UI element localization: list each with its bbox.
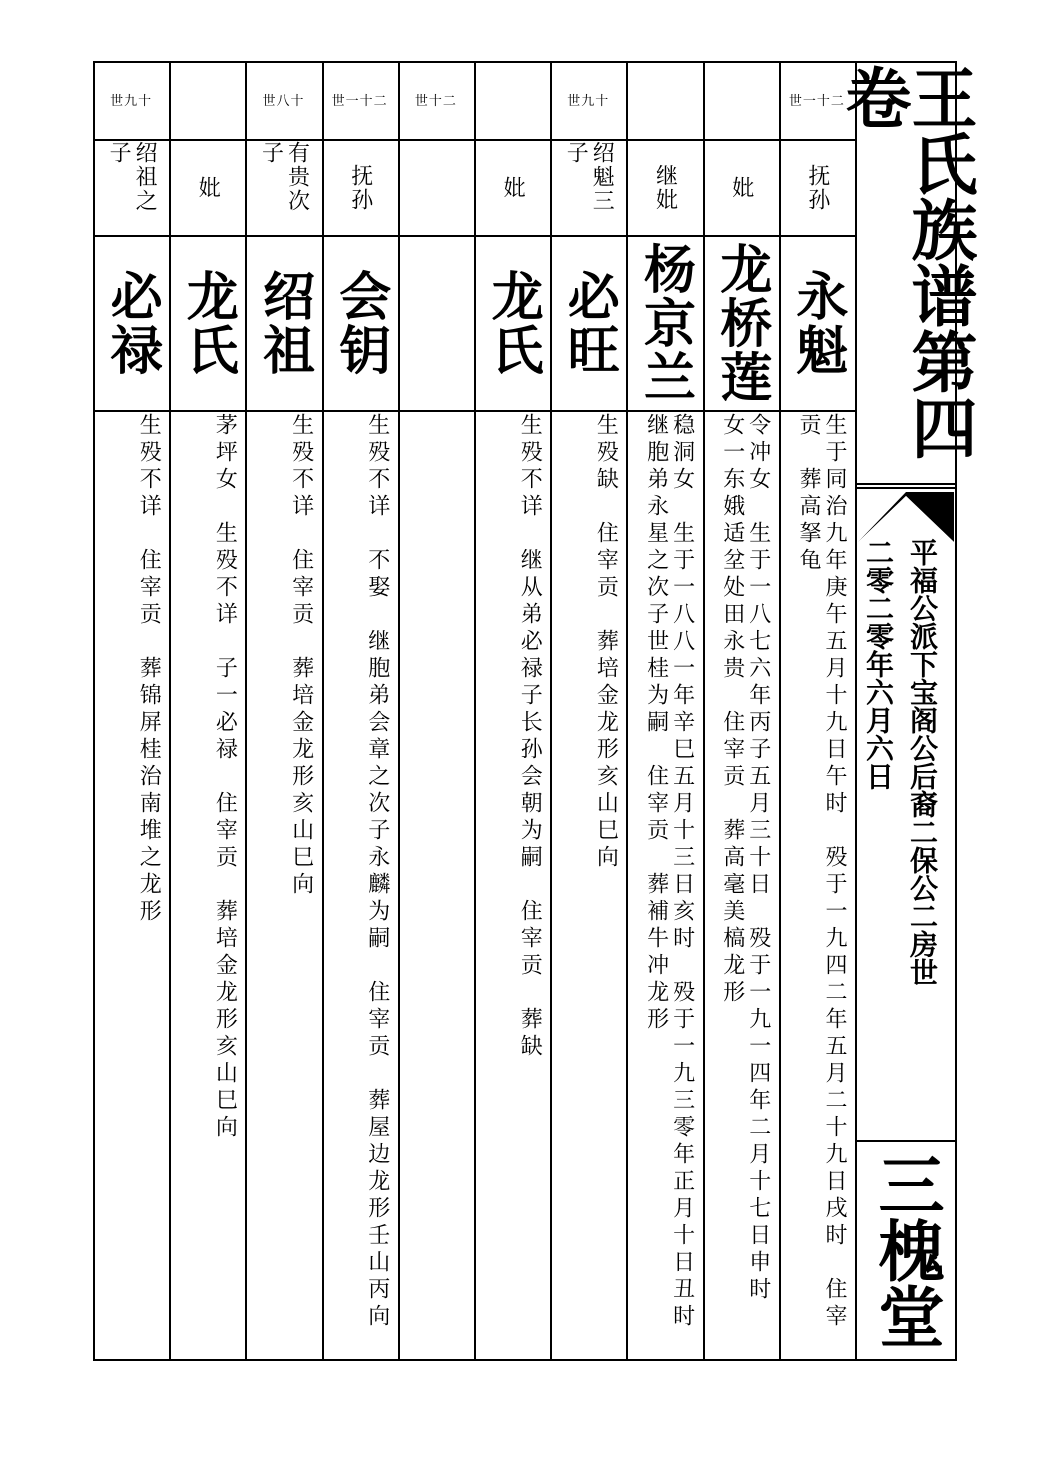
generation-label xyxy=(476,63,548,139)
book-title: 王氏族谱第四卷 xyxy=(834,64,978,460)
relation-label xyxy=(400,141,472,235)
person-name: 龙桥莲 xyxy=(710,242,772,404)
relation-label: 绍魁三子 xyxy=(563,141,615,213)
biography-text: 茅坪女 生殁不详 子一必禄 住宰贡 葬培金龙形亥山巳向 xyxy=(212,413,238,1142)
person-name: 必旺 xyxy=(558,269,620,377)
relation-label: 抚孙 xyxy=(804,164,830,212)
generation-label: 世十二 xyxy=(414,93,457,109)
relation-label: 有贵次子 xyxy=(258,141,310,213)
generation-label xyxy=(171,63,243,139)
relation-label: 继妣 xyxy=(652,164,678,212)
generation-label: 世九十 xyxy=(567,93,610,109)
relation-label: 妣 xyxy=(728,176,754,200)
biography-text: 生殁不详 住宰贡 葬锦屏桂治南堆之龙形 xyxy=(136,413,162,926)
biography-text: 生殁不详 住宰贡 葬培金龙形亥山巳向 xyxy=(288,413,314,899)
biography-text xyxy=(400,413,472,1353)
relation-label: 抚孙 xyxy=(347,164,373,212)
person-name: 杨京兰 xyxy=(634,242,696,404)
relation-label: 绍祖之子 xyxy=(106,141,158,213)
person-name: 必禄 xyxy=(101,269,163,377)
person-name: 永魁 xyxy=(786,269,848,377)
biography-text: 生殁不详 不娶 继胞弟会章之次子永麟为嗣 住宰贡 葬屋边龙形壬山丙向 xyxy=(364,413,390,1331)
generation-label: 世九十 xyxy=(110,93,153,109)
generation-label: 世一十二 xyxy=(331,93,388,109)
generation-label xyxy=(705,63,777,139)
row-divider xyxy=(93,139,855,141)
title-chevron xyxy=(856,482,956,544)
generation-label xyxy=(628,63,700,139)
person-name: 龙氏 xyxy=(177,269,239,377)
biography-text: 生殁缺 住宰贡 葬培金龙形亥山巳向 xyxy=(593,413,619,872)
biography-text: 生殁不详 继从弟必禄子长孙会朝为嗣 住宰贡 葬缺 xyxy=(517,413,543,1061)
generation-label: 世一十二 xyxy=(788,93,845,109)
subtitle-line2: 二零二零年六月六日 xyxy=(862,538,895,790)
row-divider xyxy=(93,410,855,412)
relation-label: 妣 xyxy=(500,176,526,200)
biography-text: 生于同治九年庚午五月十九日午时 殁于一九四二年五月二十九日戌时 住宰贡 葬高拏龟 xyxy=(795,413,847,1331)
person-name xyxy=(400,237,472,409)
person-name: 会钥 xyxy=(329,269,391,377)
biography-text: 稳洞女 生于一八八一年辛巳五月十三日亥时 殁于一九三零年正月十日丑时 继胞弟永星之次子世桂为嗣 住宰贡 葬補牛冲龙形 xyxy=(643,413,695,1358)
biography-text: 令冲女 生于一八七六年丙子五月三十日 殁于一九一四年二月十七日申时 女一东娥适坌处田永贵 住宰贡 葬高毫美槁龙形 xyxy=(719,413,771,1331)
person-name: 绍祖 xyxy=(253,269,315,377)
hall-name: 三槐堂 xyxy=(867,1151,945,1349)
generation-label: 世八十 xyxy=(262,93,305,109)
relation-label: 妣 xyxy=(195,176,221,200)
row-divider xyxy=(93,235,855,237)
person-name: 龙氏 xyxy=(482,269,544,377)
subtitle-line1: 平福公派下宝阁公后裔二保公二房世 xyxy=(906,538,939,986)
